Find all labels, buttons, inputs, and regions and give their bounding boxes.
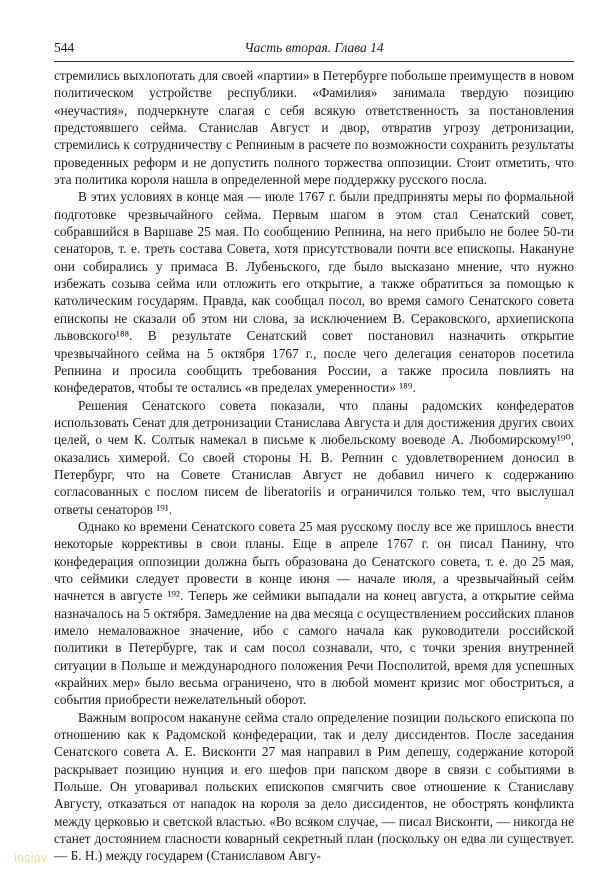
paragraph-4: Однако ко времени Сенатского совета 25 мая русскому послу все же пришлось внести некоторые коррективы в свои планы. Еще в апреле 1767 г. он писал Панину, что конфедерация оппозиции должна быть образована до Сенатского совета, т. е. до 25 мая, что сеймики следует провести в конце июня — начале июля, а чрезвычайный сейм начнется в августе ¹⁹². Теперь же сеймики выпадали на конец августа, а открытие сейма назначалось на 5 октября. Замедление на два месяца с осуществлением российских планов имело немаловажное значение, ибо с самого начала как руководители российской политики в Петербурге, так и сам посол сознавали, что, с точки зрения внутренней ситуации в Польше и международного положения Речи Посполитой, время для успешных «крайних мер» было весьма ограничено, что в любой момент кризис мог обостриться, а события приобрести нежелательный оборот. [54,518,574,708]
paragraph-2: В этих условиях в конце мая — июле 1767 г. были предприняты меры по формальной подготовке чрезвычайного сейма. Первым шагом в этом стал Сенатский совет, собравшийся в Варшаве 25 мая. По сообщению Репнина, на него прибыло не более 50-ти сенаторов, т. е. треть состава Совета, хотя присутствовали почти все епископы. Накануне они собирались у примаса В. Лубеньского, где было высказано мнение, что нужно избежать созыва сейма или отложить его открытие, а также обратиться за помощью к католическим государям. Правда, как сообщал посол, во время самого Сенатского совета епископы не сказали об этом ни слова, за исключением В. Сераковского, архиепископа львовского¹⁸⁸. В результате Сенатский совет постановил назначить открытие чрезвычайного сейма на 5 октября 1767 г., после чего делегация сенаторов посетила Репнина и просила сообщить требования России, а также просила повлиять на конфедератов, чтобы те остались «в пределах умеренности» ¹⁸⁹. [54,189,574,396]
running-header [54,40,574,62]
paragraph-5: Важным вопросом накануне сейма стало определение позиции польского епископа по отношению как к Радомской конфедерации, так и делу диссидентов. После заседания Сенатского совета А. Е. Висконти 27 мая направил в Рим депешу, содержание которой раскрывает позицию нунция и его шефов при папском дворе в связи с событиями в Польше. Он уговаривал польских епископов смягчить свое отношение к Станиславу Августу, отказаться от нападок на короля за дело диссидентов, не обострять конфликта между церковью и светской властью. «Во всяком случае, — писал Висконти, — никогда не станет достоянием гласности коварный секретный план (поскольку он едва ли существует. — Б. Н.) между государем (Станиславом Авгу- [54,709,574,864]
paragraph-1: стремились выхлопотать для своей «партии» в Петербурге побольше преимуществ в новом политическом устройстве республики. «Фамилия» занимала твердую позицию «неучастия», подчеркнуте слагая с себя всякую ответственность за постановления предстоявшего сейма. Станислав Август и двор, отвратив угрозу детронизации, стремились к сотрудничеству с Репниным в расчете по возможности сохранить результаты проведенных реформ и не допустить полного торжества оппозиции. Стоит отметить, что эта политика короля нашла в определенной мере поддержку русского посла. [54,68,574,188]
header-rule [54,61,574,62]
page-number: 544 [54,40,75,55]
watermark: inslav [14,850,48,865]
running-title: Часть вторая. Глава 14 [244,40,384,55]
paragraph-3: Решения Сенатского совета показали, что планы радомских конфедератов использовать Сенат для детронизации Станислава Августа и для достижения других своих целей, о чем К. Солтык намекал в письме к любельскому воеводе А. Любомирскому¹⁹⁰, оказались химерой. Со своей стороны Н. В. Репнин с удовлетворением доносил в Петербург, что на Совете Станислав Август не добавил ничего к содержанию согласованных с послом писем de liberatoriis и ограничился только тем, что выслушал ответы сенаторов ¹⁹¹. [54,397,574,517]
body-text [54,67,574,865]
